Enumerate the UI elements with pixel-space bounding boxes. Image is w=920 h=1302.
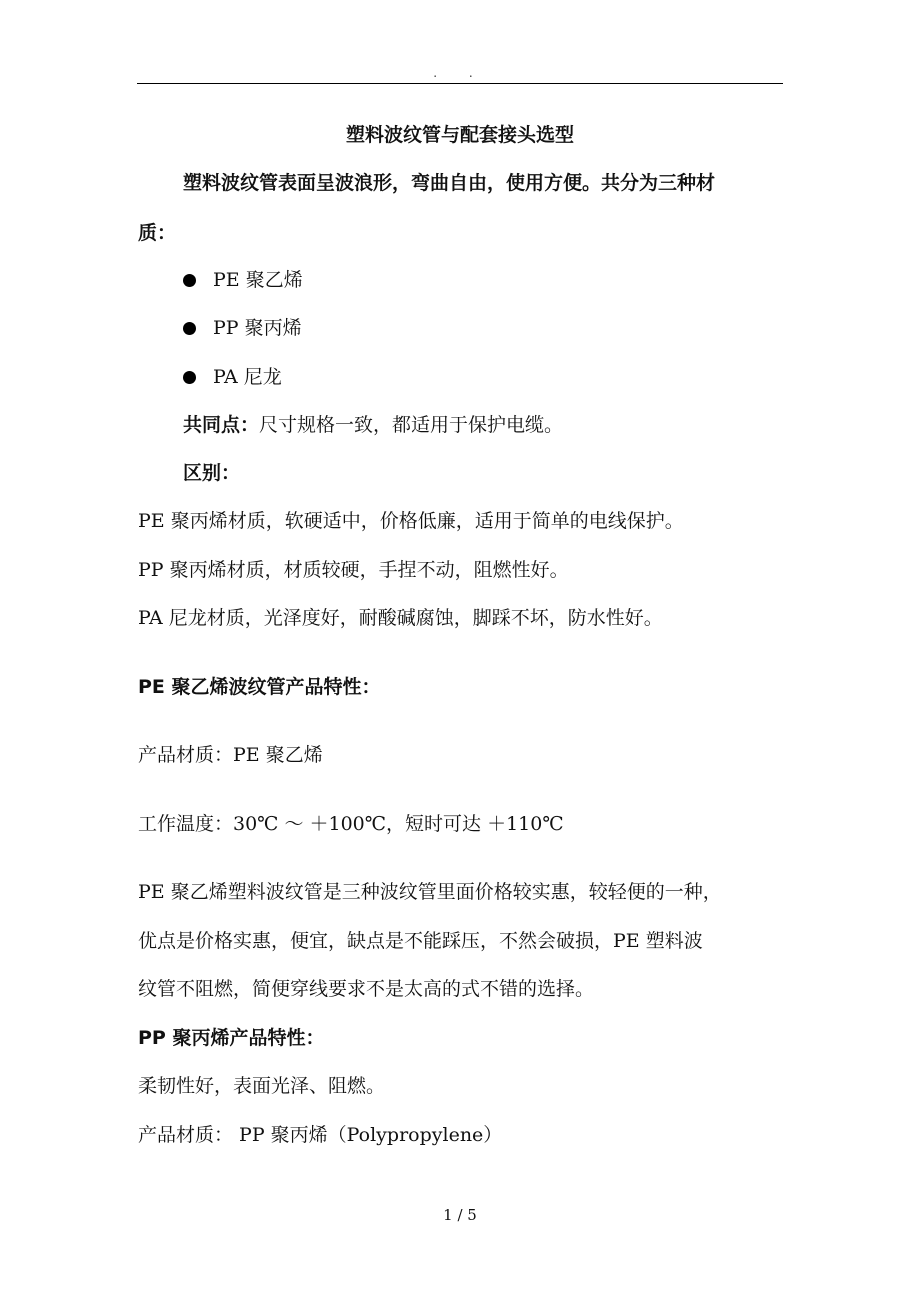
intro-line-1: 塑料波纹管表面呈波浪形，弯曲自由，使用方便。共分为三种材 [183,172,716,194]
common-text: 尺寸规格一致，都适用于保护电缆。 [259,414,564,436]
intro-line-2: 质： [138,222,177,244]
pe-description-line: 优点是价格实惠，便宜，缺点是不能踩压，不然会破损，PE 塑料波 [138,930,703,952]
page-number: 1 / 5 [443,1206,477,1224]
pe-material: 产品材质：PE 聚乙烯 [138,744,323,766]
bullet-icon [183,274,196,287]
header-dots: . . [433,66,487,80]
common-points [183,411,563,439]
difference-label: 区别： [183,462,241,484]
pp-material: 产品材质： PP 聚丙烯（Polypropylene） [138,1124,503,1146]
material-item-pe: PE 聚乙烯 [213,269,303,291]
pp-features: 柔韧性好，表面光泽、阻燃。 [138,1075,386,1097]
header-rule [137,83,783,84]
pe-section-heading: PE 聚乙烯波纹管产品特性： [138,676,381,698]
document-title: 塑料波纹管与配套接头选型 [345,124,574,146]
pe-description-line: PE 聚乙烯塑料波纹管是三种波纹管里面价格较实惠，较轻便的一种， [138,881,722,903]
bullet-icon [183,322,196,335]
pe-temperature: 工作温度：30℃ ～ ＋100℃，短时可达 ＋110℃ [138,813,564,835]
pe-description-line: 纹管不阻燃，简便穿线要求不是太高的式不错的选择。 [138,978,595,1000]
difference-item-pp: PP 聚丙烯材质，材质较硬，手捏不动，阻燃性好。 [138,559,569,581]
common-label: 共同点： [183,414,260,436]
material-item-pa: PA 尼龙 [213,366,282,388]
material-item-pp: PP 聚丙烯 [213,317,302,339]
difference-item-pa: PA 尼龙材质，光泽度好，耐酸碱腐蚀，脚踩不坏，防水性好。 [138,607,663,629]
pp-section-heading: PP 聚丙烯产品特性： [138,1027,325,1049]
difference-item-pe: PE 聚丙烯材质，软硬适中，价格低廉，适用于简单的电线保护。 [138,510,684,532]
bullet-icon [183,371,196,384]
